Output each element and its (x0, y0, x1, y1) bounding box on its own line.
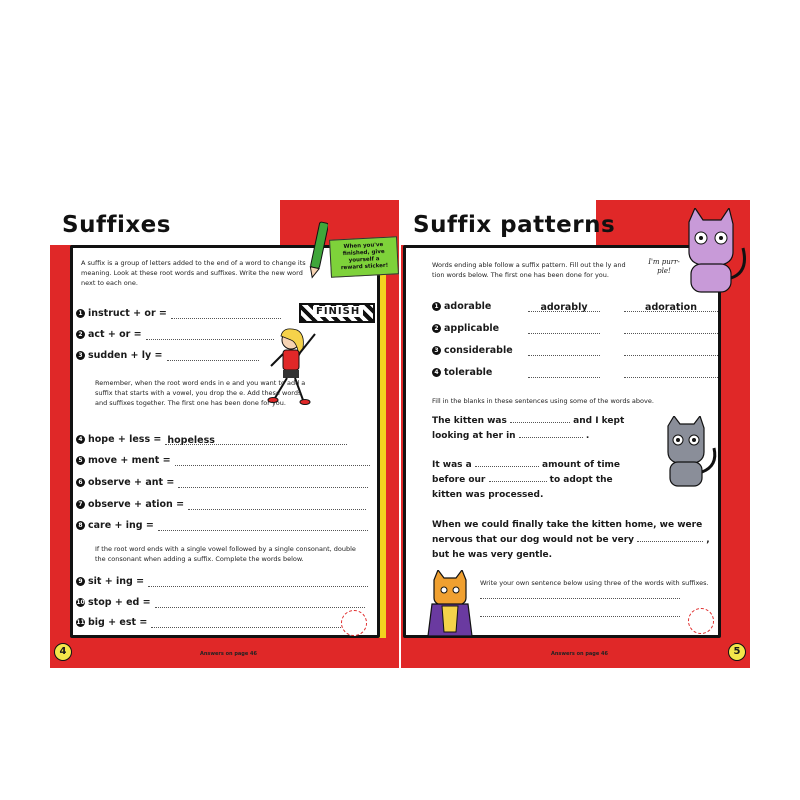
reward-sticker-spot[interactable] (688, 608, 714, 634)
reward-bubble: When you've finished, give yourself a reward sticker! (329, 236, 399, 278)
sentence-2: It was a amount of time before our to adopt the kitten was processed. (432, 460, 621, 500)
answer-line[interactable] (148, 577, 368, 587)
answer-line[interactable] (171, 309, 281, 319)
right-page (401, 200, 750, 668)
intro-text: A suffix is a group of letters added to the end of a word to change its meaning. Look at these root words and suffixes. Write the new word next to each one. (81, 259, 306, 287)
grey-cat-illustration (660, 416, 720, 491)
finish-banner (299, 303, 375, 323)
note-double-consonant: If the root word ends with a single vowel followed by a single consonant, double the consonant when adding a suffix. Complete the words below. (95, 545, 356, 563)
question-6: 6 observe + ant = (76, 477, 368, 488)
note-drop-e: Remember, when the root word ends in e and you want to add a suffix that starts with a vowel, you drop the e. Add these words and suffixes together. The first one has been done for you. (95, 379, 306, 407)
page-title: Suffix patterns (413, 212, 616, 238)
answer-line[interactable] (167, 351, 259, 361)
blank[interactable] (510, 414, 570, 423)
answer-line[interactable] (188, 500, 366, 510)
answer-line[interactable] (175, 456, 370, 466)
question-4: 4 hope + less = hopeless (76, 434, 347, 445)
word-row-4: 4 tolerable (432, 367, 718, 378)
answer-line[interactable] (151, 618, 351, 628)
worksheet-panel (70, 245, 380, 638)
page-number: 5 (728, 643, 746, 661)
question-10: 10 stop + ed = (76, 597, 365, 608)
answers-reference: Answers on page 46 (551, 651, 608, 657)
answers-reference: Answers on page 46 (200, 651, 257, 657)
reward-sticker-spot[interactable] (341, 610, 367, 636)
answer-line[interactable] (178, 478, 368, 488)
question-9: 9 sit + ing = (76, 576, 368, 587)
question-1: 1 instruct + or = (76, 308, 281, 319)
answer-line-ly[interactable] (528, 324, 600, 334)
question-5: 5 move + ment = (76, 455, 370, 466)
left-page (50, 200, 399, 668)
answer-line[interactable] (158, 521, 368, 531)
speech-text: I'm purr-ple! (648, 258, 680, 275)
pencil-icon (308, 220, 328, 280)
own-sentence-instruction: Write your own sentence below using three of the words with suffixes. (480, 579, 709, 587)
example-answer-tion: adoration (645, 301, 697, 313)
superhero-cat-illustration (426, 570, 476, 638)
question-7: 7 observe + ation = (76, 499, 366, 510)
fill-instruction: Fill in the blanks in these sentences using some of the words above. (432, 397, 654, 405)
question-11: 11 big + est = (76, 617, 351, 628)
writing-line[interactable] (480, 598, 680, 599)
question-2: 2 act + or = (76, 329, 274, 340)
word-row-1: 1 adorable adorably adoration (432, 301, 718, 312)
sentence-3: When we could finally take the kitten home, we were nervous that our dog would not be very , but he was very gentle. (432, 520, 710, 560)
blank[interactable] (489, 473, 547, 482)
answer-line-ly[interactable] (528, 346, 600, 356)
blank[interactable] (475, 458, 539, 467)
blank[interactable] (637, 533, 703, 542)
page-number: 4 (54, 643, 72, 661)
word-row-2: 2 applicable (432, 323, 718, 334)
answer-line-ly[interactable] (528, 368, 600, 378)
question-8: 8 care + ing = (76, 520, 368, 531)
sentence-1: The kitten was and I kept looking at her in . (432, 416, 625, 441)
answer-line-tion[interactable] (624, 346, 718, 356)
worksheet-panel (403, 245, 721, 638)
answer-line-tion[interactable] (624, 324, 718, 334)
intro-text: Words ending able follow a suffix pattern. Fill out the ly and tion words below. The first one has been done for you. (432, 261, 626, 279)
word-row-3: 3 considerable (432, 345, 718, 356)
answer-line[interactable] (155, 598, 365, 608)
blank[interactable] (519, 429, 583, 438)
writing-line[interactable] (480, 616, 680, 617)
purple-cat-illustration (679, 208, 749, 296)
answer-line-tion[interactable] (624, 368, 718, 378)
example-answer-ly: adorably (540, 301, 588, 313)
example-answer: hopeless (167, 434, 215, 446)
question-3: 3 sudden + ly = (76, 350, 259, 361)
finish-label: FINISH (313, 306, 363, 317)
answer-line[interactable] (146, 330, 274, 340)
page-title: Suffixes (62, 212, 171, 238)
